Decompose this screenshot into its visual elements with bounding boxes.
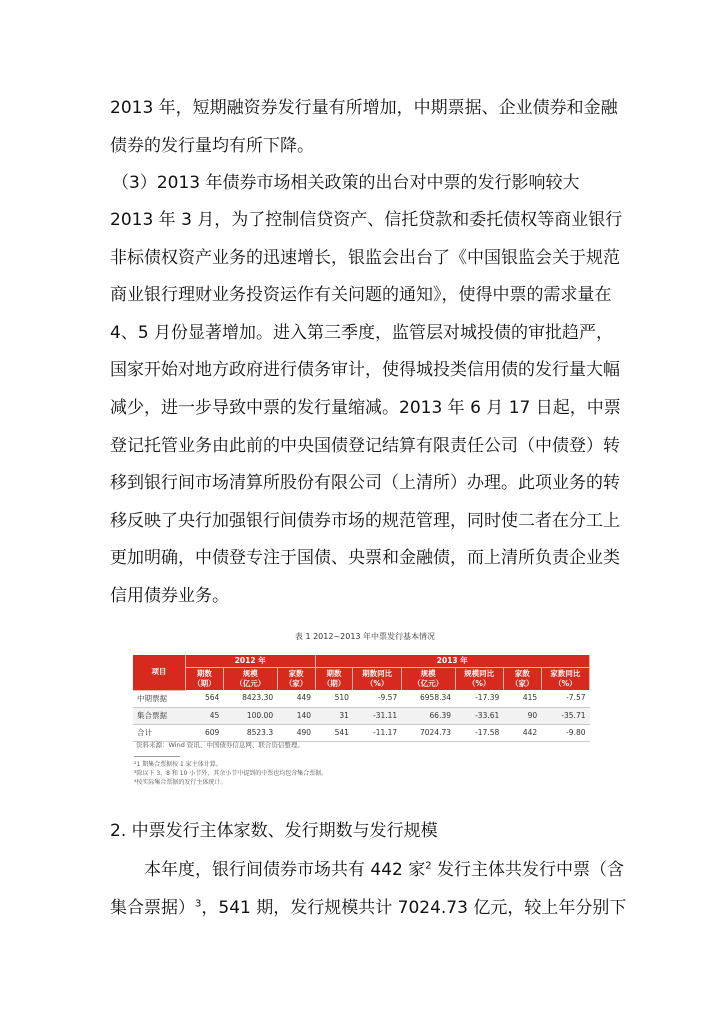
- table-caption: 表 1 2012~2013 年中票发行基本情况: [294, 632, 436, 641]
- column-header: 期数 （期）: [185, 668, 223, 691]
- table-cell: 100.00: [223, 707, 277, 724]
- table-cell: -9.57: [353, 690, 401, 707]
- table-cell: 449: [277, 690, 315, 707]
- table-cell: -7.57: [541, 690, 589, 707]
- table-row: [133, 724, 590, 741]
- table-cell: -11.17: [353, 724, 401, 741]
- table-cell: 90: [503, 707, 541, 724]
- subheading-policy: （3）2013 年债券市场相关政策的出台对中票的发行影响较大: [112, 173, 580, 193]
- footnotes: [134, 760, 327, 787]
- table-cell: -9.80: [541, 724, 589, 741]
- table-cell: 564: [185, 690, 223, 707]
- footnote: ³除以下 3、8 和 10 小节外，其余小节中提到的中票也均包含集合票据。: [134, 770, 328, 777]
- table-cell: 31: [315, 707, 353, 724]
- text-line: 减少，进一步导致中票的发行量缩减。2013 年 6 月 17 日起，中票: [110, 397, 621, 418]
- text-line: 本年度，银行间债券市场共有 442 家$^2$ 发行主体共发行中票（含: [144, 860, 625, 880]
- table-cell: -31.11: [353, 707, 401, 724]
- text-line: 商业银行理财业务投资运作有关问题的通知》，使得中票的需求量在: [110, 285, 612, 306]
- table-cell: 541: [315, 724, 353, 741]
- text-line: 登记托管业务由此前的中央国债登记结算有限责任公司（中债登）转: [110, 435, 620, 456]
- table-source: 资料来源：Wind 资讯、中国债券信息网、联合资信整理。: [136, 741, 304, 749]
- row-label: 合计: [133, 724, 185, 741]
- text-line: 集合票据）$^3$，541 期，发行规模共计 7024.73 亿元，较上年分别下: [110, 897, 627, 918]
- text-line: 4、5 月份显著增加。进入第三季度，监管层对城投债的审批趋严，: [110, 322, 614, 343]
- text-line: 非标债权资产业务的迅速增长，银监会出台了《中国银监会关于规范: [110, 247, 620, 268]
- table-cell: 415: [503, 690, 541, 707]
- text-line: 移到银行间市场清算所股份有限公司（上清所）办理。此项业务的转: [110, 473, 620, 494]
- table-cell: 609: [185, 724, 223, 741]
- table-cell: -17.39: [455, 690, 503, 707]
- column-header: 期数同比 （%）: [353, 668, 401, 691]
- text-line: 信用债券业务。: [110, 585, 229, 606]
- column-header: 规模 （亿元）: [401, 668, 455, 691]
- table-row: [133, 707, 590, 724]
- text-line: 移反映了央行加强银行间债券市场的规范管理，同时使二者在分工上: [110, 510, 620, 531]
- column-header: 家数 （家）: [277, 668, 315, 691]
- text-line: 2013 年，短期融资券发行量有所增加，中期票据、企业债券和金融: [110, 98, 618, 118]
- header-item: 项目: [133, 655, 185, 690]
- table-cell: 8423.30: [223, 690, 277, 707]
- text-line: 更加明确，中债登专注于国债、央票和金融债，而上清所负责企业类: [110, 548, 620, 569]
- column-header: 规模同比 （%）: [455, 668, 503, 691]
- text-line: 2013 年 3 月，为了控制信贷资产、信托贷款和委托债权等商业银行: [110, 210, 623, 230]
- table-cell: -35.71: [541, 707, 589, 724]
- text-line: 债券的发行量均有所下降。: [110, 135, 314, 156]
- paragraph-summary: [110, 852, 627, 927]
- table-cell: 140: [277, 707, 315, 724]
- table-row: [133, 690, 590, 707]
- table-cell: -17.58: [455, 724, 503, 741]
- table-cell: 6958.34: [401, 690, 455, 707]
- row-label: 中期票据: [133, 690, 185, 707]
- header-2012: 2012 年: [185, 655, 315, 668]
- table-cell: -33.61: [455, 707, 503, 724]
- paragraph-policy: [110, 202, 623, 616]
- footnote: ⁴按实际集合票据的发行主体统计。: [134, 779, 227, 786]
- table-cell: 66.39: [401, 707, 455, 724]
- column-header: 期数 （期）: [315, 668, 353, 691]
- table-cell: 8523.3: [223, 724, 277, 741]
- table-cell: 490: [277, 724, 315, 741]
- paragraph-intro: [110, 90, 620, 165]
- column-header: 家数同比 （%）: [541, 668, 589, 691]
- table-cell: 442: [503, 724, 541, 741]
- table-cell: 510: [315, 690, 353, 707]
- table-cell: 7024.73: [401, 724, 455, 741]
- text-line: 国家开始对地方政府进行债务审计，使得城投类信用债的发行量大幅: [110, 360, 620, 381]
- table-cell: 45: [185, 707, 223, 724]
- row-label: 集合票据: [133, 707, 185, 724]
- section-heading: 2. 中票发行主体家数、发行期数与发行规模: [110, 821, 438, 841]
- header-2013: 2013 年: [315, 655, 589, 668]
- footnote: ²1 期集合票据按 1 家主体计算。: [134, 761, 222, 768]
- footnote-divider: [134, 756, 180, 757]
- issuance-table: [133, 655, 590, 742]
- column-header: 家数 （家）: [503, 668, 541, 691]
- column-header: 规模 （亿元）: [223, 668, 277, 691]
